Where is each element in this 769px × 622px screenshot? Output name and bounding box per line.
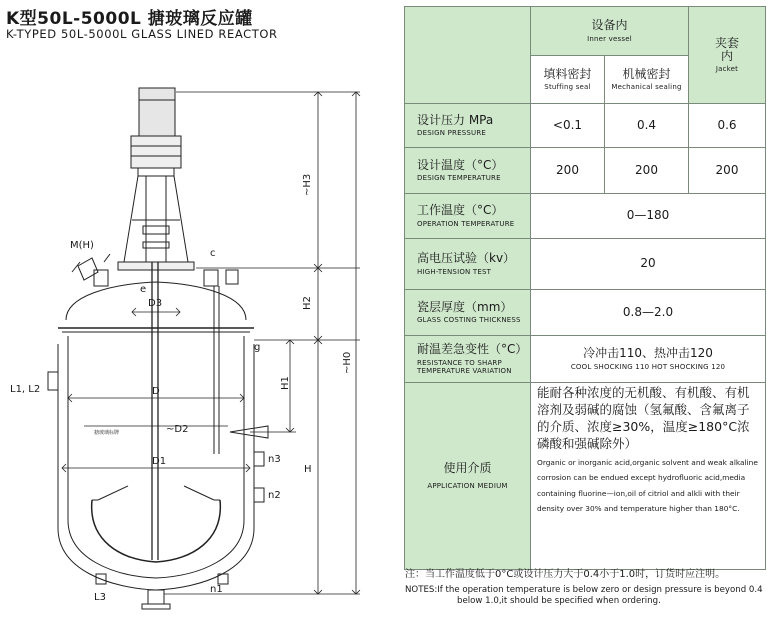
- spec-table: [404, 6, 766, 570]
- label-d2: ~D2: [166, 424, 189, 435]
- label-h3: ~H3: [302, 173, 313, 196]
- reducer-block: [131, 136, 181, 168]
- page-title: K型50L-5000L 搪玻璃反应罐: [6, 9, 253, 29]
- label-l3: L3: [94, 592, 106, 603]
- label-n3: n3: [268, 454, 281, 465]
- label-d1: D1: [152, 456, 167, 467]
- row-thermal-shock: 耐温差急变性（°C） RESISTANCE TO SHARP TEMPERATURE VARIATION 冷冲击110、热冲击120 COOL SHOCKING 110 HOT SHOCKING 120: [405, 336, 766, 383]
- label-h0: ~H0: [342, 351, 353, 374]
- label-n1: n1: [210, 584, 223, 595]
- row-operation-temperature: 工作温度（°C） OPERATION TEMPERATURE 0—180: [405, 194, 766, 239]
- page-subtitle: K-TYPED 50L-5000L GLASS LINED REACTOR: [6, 27, 278, 41]
- row-application-medium: 使用介质 APPLICATION MEDIUM 能耐各种浓度的无机酸、有机酸、有机溶剂及弱碱的腐蚀（氢氟酸、含氟离子的介质、浓度≥30%，温度≥180°C浓磷酸和强碱除外） Organic or inorganic acid,organic solvent and weak alkaline corrosion can be endued except hydrofluoric acid,media containing fluorine—ion,oil of citriol and alkli with their density over 30% and temperature higher than 180°C.: [405, 383, 766, 570]
- label-c: c: [210, 248, 216, 259]
- header-blank: [405, 7, 531, 104]
- header-inner-vessel: 设备内 Inner vessel: [531, 7, 689, 56]
- label-h: H: [304, 464, 312, 475]
- label-l1l2: L1, L2: [10, 384, 41, 395]
- row-design-pressure: 设计压力 MPa DESIGN PRESSURE <0.1 0.4 0.6: [405, 104, 766, 148]
- label-d3: D3: [148, 298, 163, 309]
- label-e: e: [140, 284, 147, 295]
- label-n2: n2: [268, 490, 281, 501]
- header-mechanical-sealing: 机械密封 Mechanical sealing: [605, 56, 689, 104]
- label-h1: H1: [280, 376, 291, 390]
- row-high-tension: 高电压试验（kv） HIGH-TENSION TEST 20: [405, 239, 766, 290]
- label-d: D: [152, 386, 160, 397]
- anchor-agitator: [92, 500, 221, 562]
- label-h2: H2: [302, 296, 313, 310]
- row-design-temperature: 设计温度（°C） DESIGN TEMPERATURE 200 200 200: [405, 148, 766, 194]
- notes-cn: 注：当工作温度低于0°C或设计压力大于0.4小于1.0时，订货时应注明。: [405, 569, 726, 580]
- label-nameplate: 搪玻璃标牌: [94, 430, 120, 436]
- header-jacket: 夹套内 Jacket: [689, 7, 766, 104]
- motor-block: [139, 88, 175, 136]
- jacket-shell: [58, 344, 254, 590]
- notes-en: NOTES:If the operation temperature is below zero or design pressure is beyond 0.4 below 1.0,it should be specified when ordering.: [405, 585, 763, 607]
- label-mh: M(H): [70, 240, 94, 251]
- row-glass-thickness: 瓷层厚度（mm） GLASS COSTING THICKNESS 0.8—2.0: [405, 290, 766, 336]
- header-stuffing-seal: 填料密封 Stuffing seal: [531, 56, 605, 104]
- label-g: g: [254, 342, 261, 353]
- notes: [405, 568, 765, 607]
